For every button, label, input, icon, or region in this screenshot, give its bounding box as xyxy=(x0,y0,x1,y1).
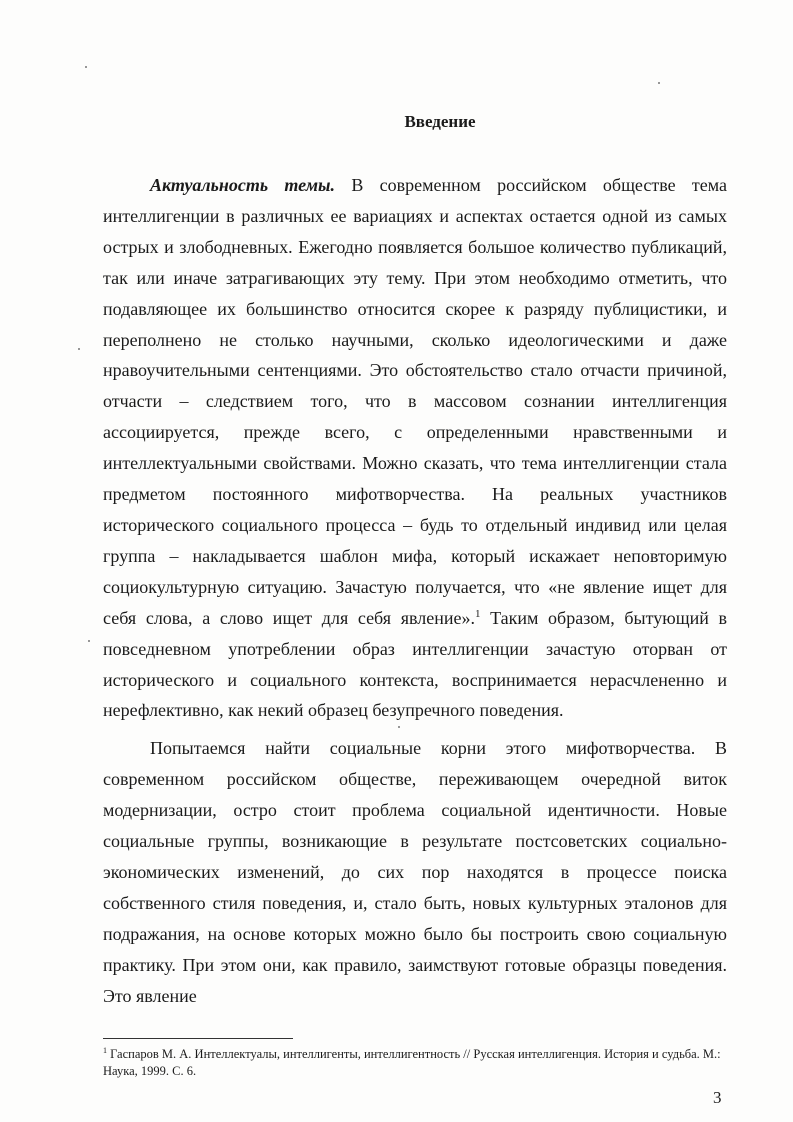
footnote xyxy=(103,1046,723,1080)
paragraph-relevance xyxy=(103,170,727,726)
page-number: 3 xyxy=(713,1088,722,1107)
paragraph-lead: Актуальность темы. xyxy=(150,175,336,195)
paragraph-text: Таким образом, бытующий в повседневном употреблении образ интеллигенции зачастую оторван от исторического и социального контекста, воспринимается нерасчлененно и нерефлективно, как некий образец безупречного поведения. xyxy=(103,607,727,721)
scan-speck xyxy=(88,640,90,642)
scan-speck xyxy=(78,348,80,350)
scan-speck xyxy=(398,726,400,728)
footnote-text: Гаспаров М. А. Интеллектуалы, интеллигенты, интеллигентность // Русская интеллигенция. История и судьба. М.: Наука, 1999. С. 6. xyxy=(103,1047,721,1078)
paragraph-text: В современном российском обществе тема интеллигенции в различных ее вариациях и аспектах остается одной из самых острых и злободневных. Ежегодно появляется большое количество публикаций, так или иначе затрагивающих эту тему. При этом необходимо отметить, что подавляющее их большинство относится скорее к разряду публицистики, и переполнено не столько научными, сколько идеологическими и даже нравоучительными сентенциями. Это обстоятельство стало отчасти причиной, отчасти – следствием того, что в массовом сознании интеллигенция ассоциируется, прежде всего, с определенными нравственными и интеллектуальными свойствами. Можно сказать, что тема интеллигенции стала предметом постоянного мифотворчества. На реальных участников исторического социального процесса – будь то отдельный индивид или целая группа – накладывается шаблон мифа, который искажает неповторимую социокультурную ситуацию. Зачастую получается, что «не явление ищет для себя слова, а слово ищет для себя явление». xyxy=(103,175,728,628)
scan-speck xyxy=(85,66,87,68)
scan-speck xyxy=(658,82,660,84)
footnote-reference[interactable]: 1 xyxy=(474,607,481,620)
footnote-divider xyxy=(103,1038,293,1039)
footnote-mark: 1 xyxy=(103,1046,107,1055)
body-text xyxy=(103,170,727,1011)
section-heading xyxy=(0,112,793,132)
paragraph-social-roots: Попытаемся найти социальные корни этого мифотворчества. В современном российском обществе, переживающем очередной виток модернизации, остро стоит проблема социальной идентичности. Новые социальные группы, возникающие в результате постсоветских социально-экономических изменений, до сих пор находятся в процессе поиска собственного стиля поведения, и, стало быть, новых культурных эталонов для подражания, на основе которых можно было бы построить свою социальную практику. При этом они, как правило, заимствуют готовые образцы поведения. Это явление xyxy=(103,738,727,1006)
section-heading-text: Введение xyxy=(404,112,476,131)
